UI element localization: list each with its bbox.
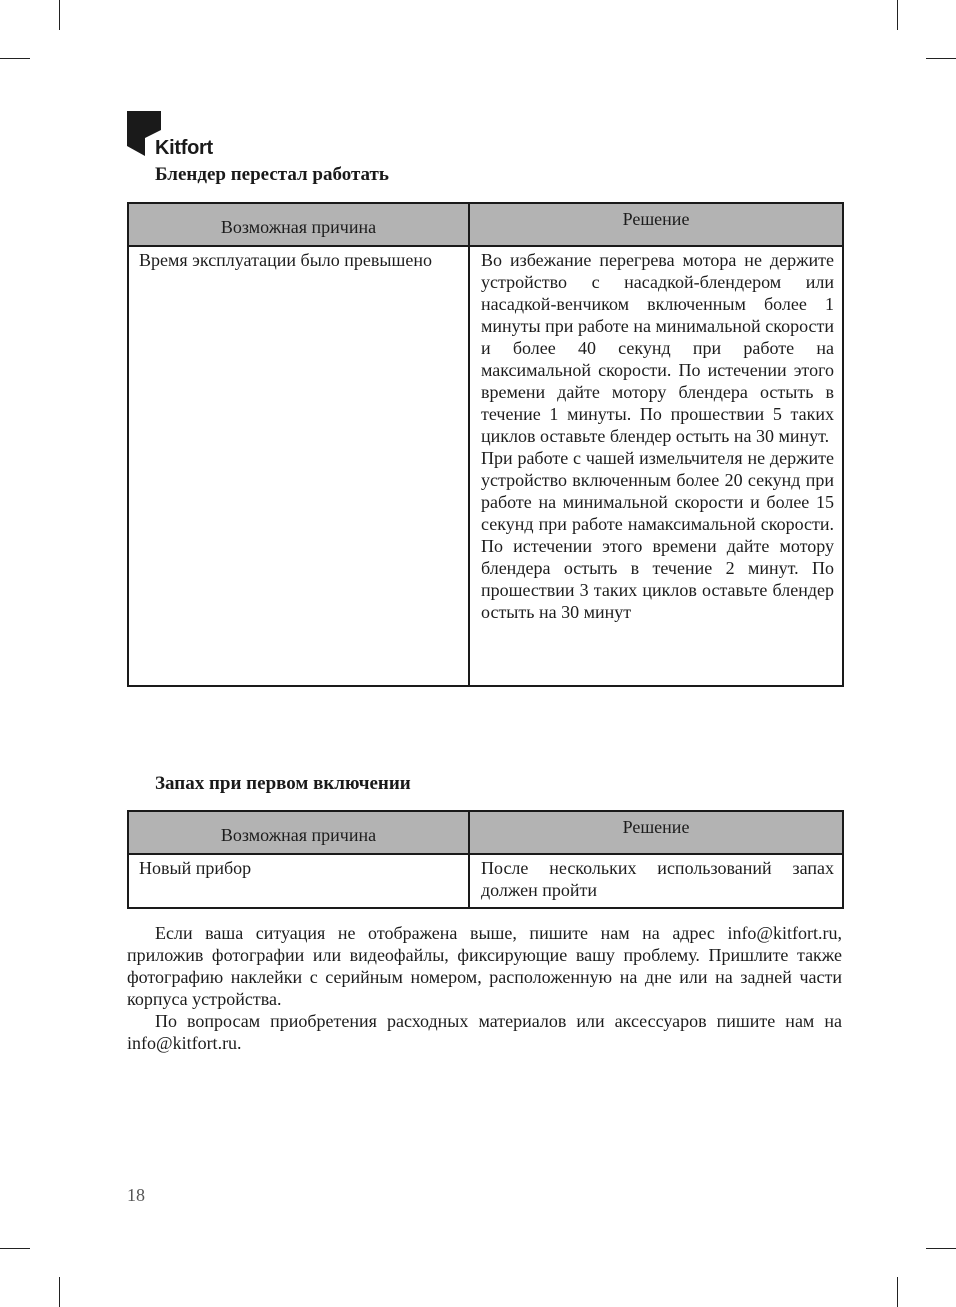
contact-paragraph: Если ваша ситуация не отображена выше, пишите нам на адрес info@kitfort.ru, приложив фотографии или видеофайлы, фиксирующие вашу проблему. Пришлите также фотографию наклейки с серийным номером, расположенную на дне или на задней части корпуса устройства.: [127, 923, 842, 1009]
crop-mark: [897, 1277, 898, 1307]
solution-paragraph: При работе с чашей измельчителя не держите устройство включенным более 20 секунд при работе на минимальной скорости и более 15 секунд при работе намаксимальной скорости. По истечении этого времени дайте мотору блендера остыть в течение 2 минут. По прошествии 3 таких циклов оставьте блендер остыть на 30 минут: [481, 448, 834, 622]
brand-name: Kitfort: [155, 137, 213, 159]
crop-mark: [926, 58, 956, 59]
cause-cell: Новый прибор: [128, 854, 469, 908]
troubleshooting-table-first-use-smell: [127, 810, 844, 909]
column-header-solution: Решение: [469, 811, 843, 854]
crop-mark: [59, 1277, 60, 1307]
page-number: 18: [127, 1185, 145, 1205]
section-heading-blender-stopped: Блендер перестал работать: [155, 164, 389, 185]
column-header-cause: Возможная причина: [128, 811, 469, 854]
troubleshooting-table-blender-stopped: [127, 202, 844, 687]
contact-paragraph: По вопросам приобретения расходных материалов или аксессуаров пишите нам на info@kitfort.ru.: [127, 1011, 842, 1053]
cause-cell: Время эксплуатации было превышено: [128, 246, 469, 686]
solution-paragraph: Во избежание перегрева мотора не держите устройство с насадкой-блендером или насадкой-венчиком включенным более 1 минуты при работе на минимальной скорости и более 40 секунд при работе на максимальной скорости. По истечении этого времени дайте мотору блендера остыть в течение 1 минуты. По прошествии 5 таких циклов оставьте блендер остыть на 30 минут.: [481, 250, 834, 446]
contact-info: [127, 922, 842, 1054]
solution-cell: [469, 246, 843, 686]
column-header-cause: Возможная причина: [128, 203, 469, 246]
crop-mark: [926, 1248, 956, 1249]
crop-mark: [897, 0, 898, 30]
solution-cell: После нескольких использований запах должен пройти: [469, 854, 843, 908]
column-header-solution: Решение: [469, 203, 843, 246]
crop-mark: [0, 58, 30, 59]
section-heading-first-use-smell: Запах при первом включении: [155, 773, 411, 794]
crop-mark: [0, 1248, 30, 1249]
crop-mark: [59, 0, 60, 30]
